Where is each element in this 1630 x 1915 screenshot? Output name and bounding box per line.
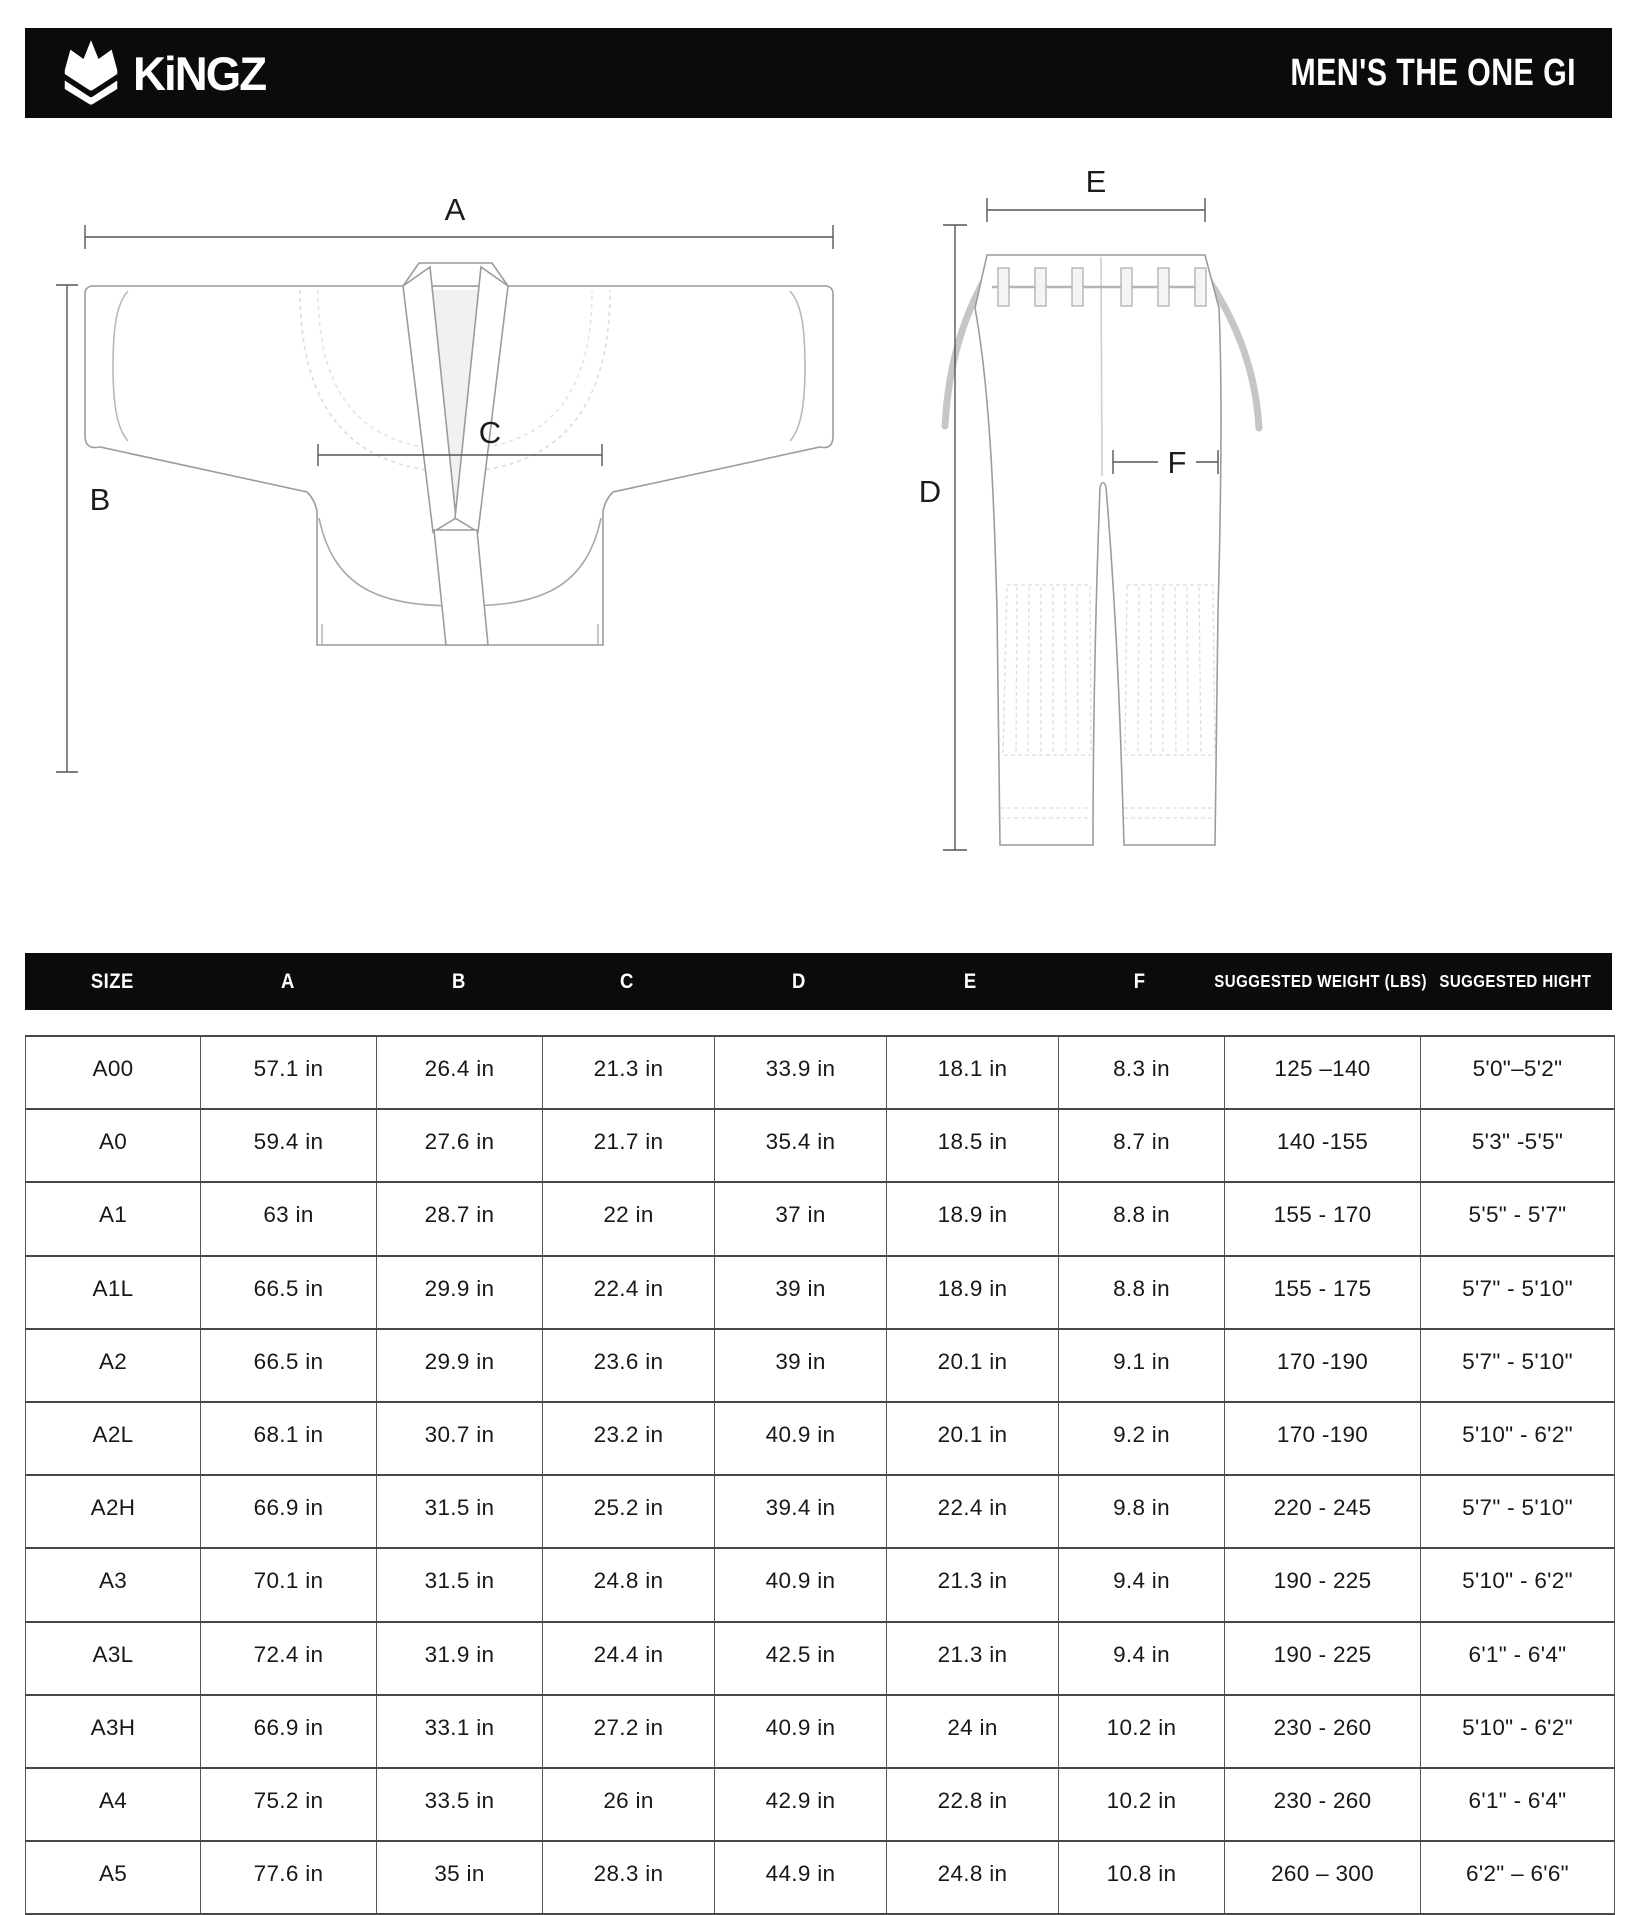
cell-height: 6'2" – 6'6"	[1421, 1841, 1615, 1914]
cell-f: 9.1 in	[1059, 1329, 1225, 1402]
cell-d: 39 in	[715, 1329, 887, 1402]
column-header-label: F	[1133, 969, 1146, 993]
cell-c: 22 in	[543, 1182, 715, 1255]
column-header-label: B	[451, 969, 466, 993]
cell-height: 5'7" - 5'10"	[1421, 1475, 1615, 1548]
column-header-f	[1057, 953, 1223, 1010]
cell-d: 40.9 in	[715, 1402, 887, 1475]
crown-icon	[61, 36, 121, 110]
cell-e: 24 in	[887, 1695, 1059, 1768]
table-row	[26, 1256, 1615, 1329]
dim-label-b: B	[89, 482, 111, 517]
cell-f: 10.2 in	[1059, 1695, 1225, 1768]
cell-e: 24.8 in	[887, 1841, 1059, 1914]
cell-a: 66.9 in	[201, 1475, 377, 1548]
cell-f: 8.7 in	[1059, 1109, 1225, 1182]
cell-size: A00	[26, 1036, 201, 1109]
cell-weight: 170 -190	[1225, 1402, 1421, 1475]
column-header-e	[885, 953, 1057, 1010]
cell-f: 9.2 in	[1059, 1402, 1225, 1475]
cell-d: 35.4 in	[715, 1109, 887, 1182]
cell-a: 77.6 in	[201, 1841, 377, 1914]
cell-b: 31.9 in	[377, 1622, 543, 1695]
cell-d: 33.9 in	[715, 1036, 887, 1109]
cell-f: 9.4 in	[1059, 1622, 1225, 1695]
cell-weight: 155 - 175	[1225, 1256, 1421, 1329]
cell-e: 18.9 in	[887, 1256, 1059, 1329]
column-header-label: SUGGESTED HIGHT	[1439, 971, 1592, 991]
column-header-label: SUGGESTED WEIGHT (LBS)	[1213, 971, 1427, 991]
cell-size: A2	[26, 1329, 201, 1402]
cell-f: 10.8 in	[1059, 1841, 1225, 1914]
cell-weight: 140 -155	[1225, 1109, 1421, 1182]
column-header-b	[376, 953, 542, 1010]
cell-weight: 155 - 170	[1225, 1182, 1421, 1255]
cell-d: 40.9 in	[715, 1548, 887, 1621]
cell-c: 26 in	[543, 1768, 715, 1841]
table-row	[26, 1329, 1615, 1402]
cell-size: A3	[26, 1548, 201, 1621]
cell-weight: 230 - 260	[1225, 1695, 1421, 1768]
cell-b: 27.6 in	[377, 1109, 543, 1182]
cell-size: A4	[26, 1768, 201, 1841]
cell-b: 30.7 in	[377, 1402, 543, 1475]
cell-f: 9.4 in	[1059, 1548, 1225, 1621]
brand-logo-text: KiNGZ	[133, 46, 266, 100]
column-header-label: SIZE	[90, 969, 134, 993]
cell-weight: 260 – 300	[1225, 1841, 1421, 1914]
cell-a: 72.4 in	[201, 1622, 377, 1695]
size-diagram	[0, 140, 1630, 860]
column-header-a	[200, 953, 376, 1010]
cell-a: 68.1 in	[201, 1402, 377, 1475]
cell-b: 33.1 in	[377, 1695, 543, 1768]
table-row	[26, 1768, 1615, 1841]
cell-weight: 190 - 225	[1225, 1622, 1421, 1695]
cell-e: 22.8 in	[887, 1768, 1059, 1841]
cell-height: 5'3" -5'5"	[1421, 1109, 1615, 1182]
cell-e: 21.3 in	[887, 1622, 1059, 1695]
cell-c: 25.2 in	[543, 1475, 715, 1548]
dim-label-c: C	[478, 415, 502, 450]
cell-size: A3L	[26, 1622, 201, 1695]
dim-label-e: E	[1085, 164, 1107, 199]
cell-height: 6'1" - 6'4"	[1421, 1622, 1615, 1695]
cell-c: 27.2 in	[543, 1695, 715, 1768]
cell-size: A1L	[26, 1256, 201, 1329]
cell-e: 18.9 in	[887, 1182, 1059, 1255]
cell-weight: 220 - 245	[1225, 1475, 1421, 1548]
table-row	[26, 1036, 1615, 1109]
brand-logo	[61, 36, 269, 110]
header-bar	[25, 28, 1612, 118]
column-header-size	[25, 953, 200, 1010]
page-title: MEN'S THE ONE GI	[1290, 52, 1576, 94]
table-header-bar	[25, 953, 1612, 1010]
cell-f: 9.8 in	[1059, 1475, 1225, 1548]
size-table	[25, 1035, 1615, 1915]
cell-size: A3H	[26, 1695, 201, 1768]
table-row	[26, 1109, 1615, 1182]
cell-c: 24.4 in	[543, 1622, 715, 1695]
cell-height: 5'10" - 6'2"	[1421, 1548, 1615, 1621]
cell-b: 26.4 in	[377, 1036, 543, 1109]
cell-size: A2L	[26, 1402, 201, 1475]
column-header-label: A	[280, 969, 295, 993]
cell-f: 8.3 in	[1059, 1036, 1225, 1109]
cell-d: 44.9 in	[715, 1841, 887, 1914]
cell-d: 42.9 in	[715, 1768, 887, 1841]
cell-b: 35 in	[377, 1841, 543, 1914]
cell-b: 29.9 in	[377, 1329, 543, 1402]
cell-a: 59.4 in	[201, 1109, 377, 1182]
cell-height: 5'7" - 5'10"	[1421, 1329, 1615, 1402]
table-row	[26, 1402, 1615, 1475]
cell-size: A2H	[26, 1475, 201, 1548]
cell-height: 5'0"–5'2"	[1421, 1036, 1615, 1109]
dim-label-f: F	[1167, 445, 1187, 480]
cell-height: 5'5" - 5'7"	[1421, 1182, 1615, 1255]
pants-drawing	[945, 255, 1259, 845]
dim-label-a: A	[444, 192, 466, 227]
cell-height: 5'10" - 6'2"	[1421, 1695, 1615, 1768]
cell-a: 57.1 in	[201, 1036, 377, 1109]
cell-b: 33.5 in	[377, 1768, 543, 1841]
table-row	[26, 1182, 1615, 1255]
cell-e: 18.1 in	[887, 1036, 1059, 1109]
cell-c: 23.2 in	[543, 1402, 715, 1475]
column-header-height	[1418, 953, 1612, 1010]
column-header-label: E	[964, 969, 978, 993]
cell-c: 22.4 in	[543, 1256, 715, 1329]
table-row	[26, 1548, 1615, 1621]
cell-weight: 190 - 225	[1225, 1548, 1421, 1621]
cell-b: 29.9 in	[377, 1256, 543, 1329]
cell-e: 22.4 in	[887, 1475, 1059, 1548]
cell-c: 23.6 in	[543, 1329, 715, 1402]
table-row	[26, 1695, 1615, 1768]
cell-weight: 230 - 260	[1225, 1768, 1421, 1841]
cell-b: 31.5 in	[377, 1548, 543, 1621]
cell-c: 21.7 in	[543, 1109, 715, 1182]
cell-e: 20.1 in	[887, 1402, 1059, 1475]
cell-a: 63 in	[201, 1182, 377, 1255]
cell-f: 8.8 in	[1059, 1256, 1225, 1329]
column-header-d	[713, 953, 885, 1010]
cell-c: 24.8 in	[543, 1548, 715, 1621]
cell-b: 31.5 in	[377, 1475, 543, 1548]
cell-c: 21.3 in	[543, 1036, 715, 1109]
table-row	[26, 1475, 1615, 1548]
cell-a: 66.5 in	[201, 1329, 377, 1402]
dim-label-d: D	[918, 474, 942, 509]
jacket-drawing	[85, 263, 833, 645]
cell-a: 75.2 in	[201, 1768, 377, 1841]
cell-a: 70.1 in	[201, 1548, 377, 1621]
column-header-c	[541, 953, 713, 1010]
cell-d: 39.4 in	[715, 1475, 887, 1548]
cell-weight: 125 –140	[1225, 1036, 1421, 1109]
cell-a: 66.9 in	[201, 1695, 377, 1768]
cell-c: 28.3 in	[543, 1841, 715, 1914]
cell-weight: 170 -190	[1225, 1329, 1421, 1402]
cell-d: 40.9 in	[715, 1695, 887, 1768]
cell-d: 42.5 in	[715, 1622, 887, 1695]
table-row	[26, 1622, 1615, 1695]
cell-height: 5'10" - 6'2"	[1421, 1402, 1615, 1475]
cell-height: 5'7" - 5'10"	[1421, 1256, 1615, 1329]
column-header-label: C	[620, 969, 635, 993]
cell-a: 66.5 in	[201, 1256, 377, 1329]
cell-size: A0	[26, 1109, 201, 1182]
cell-d: 39 in	[715, 1256, 887, 1329]
cell-size: A5	[26, 1841, 201, 1914]
cell-f: 10.2 in	[1059, 1768, 1225, 1841]
cell-size: A1	[26, 1182, 201, 1255]
cell-height: 6'1" - 6'4"	[1421, 1768, 1615, 1841]
cell-e: 21.3 in	[887, 1548, 1059, 1621]
cell-e: 18.5 in	[887, 1109, 1059, 1182]
cell-e: 20.1 in	[887, 1329, 1059, 1402]
cell-d: 37 in	[715, 1182, 887, 1255]
column-header-label: D	[791, 969, 806, 993]
cell-b: 28.7 in	[377, 1182, 543, 1255]
column-header-weight	[1213, 953, 1427, 1010]
cell-f: 8.8 in	[1059, 1182, 1225, 1255]
